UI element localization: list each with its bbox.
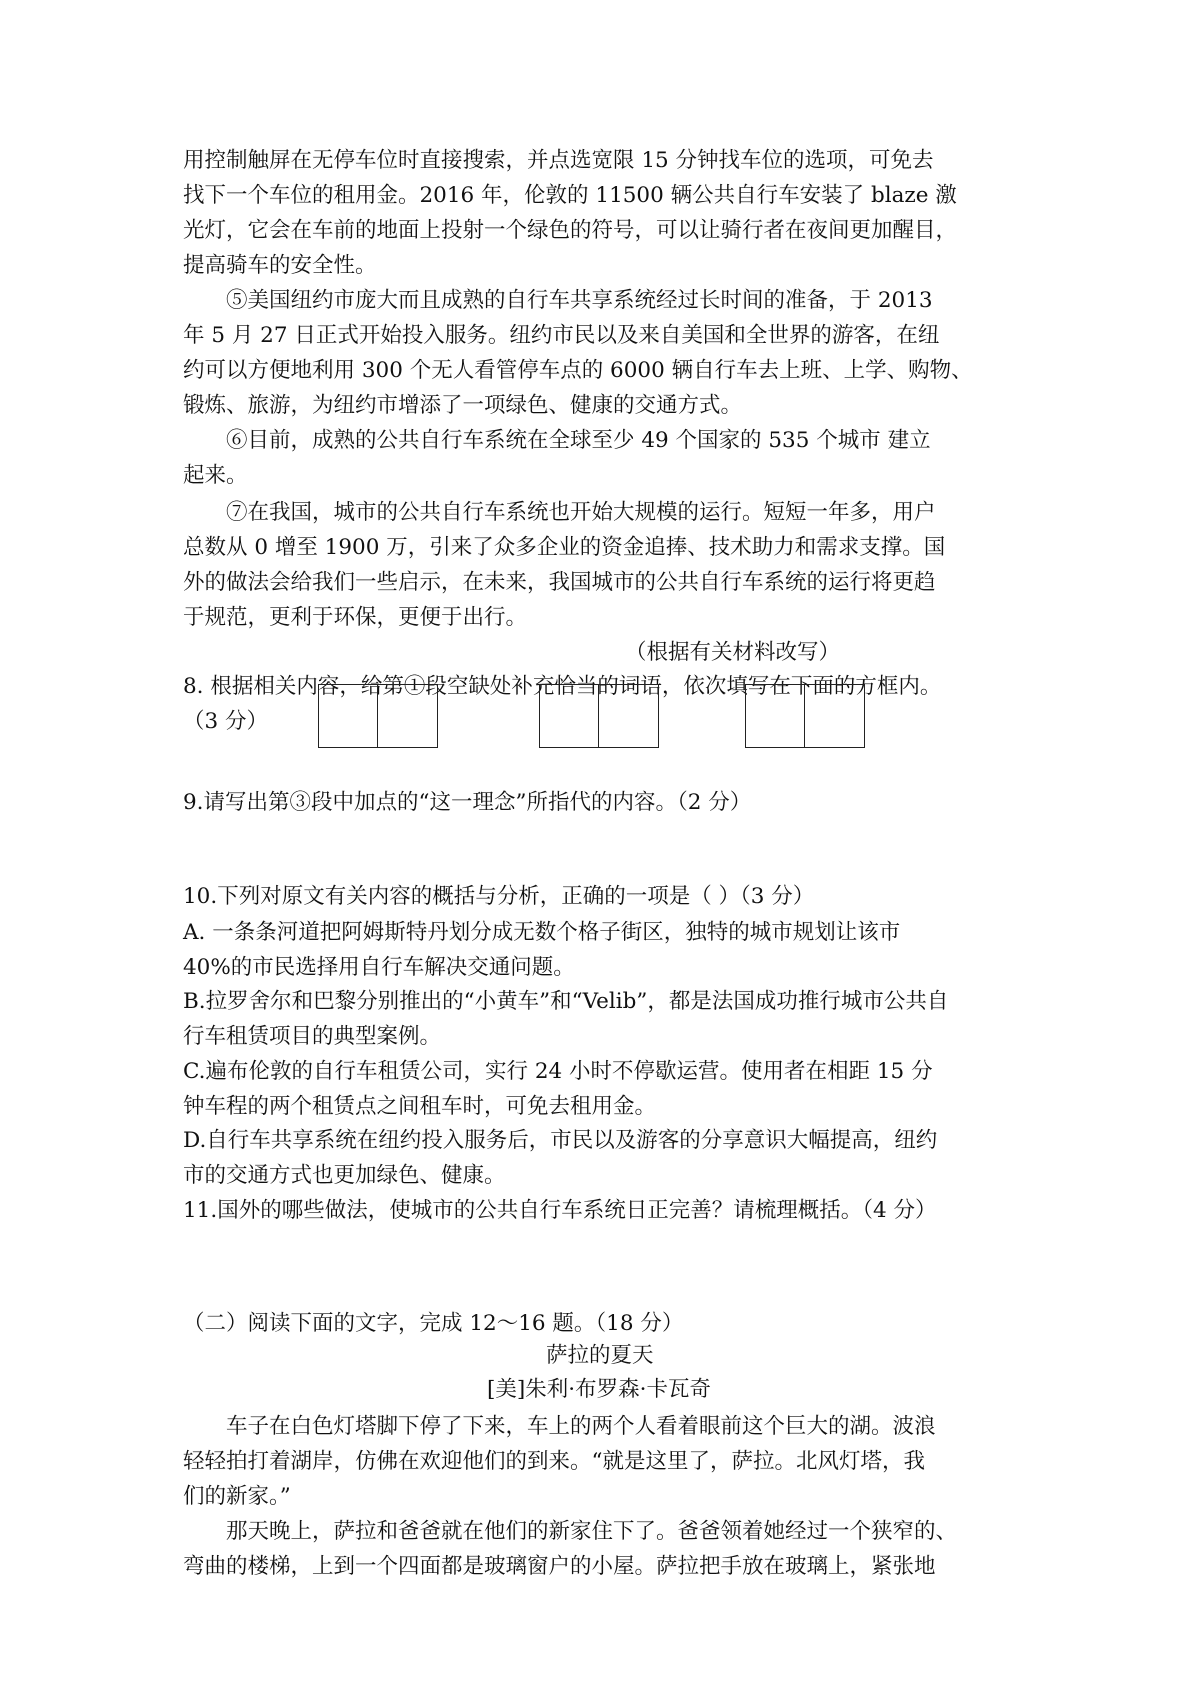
passage-line: 年 5 月 27 日正式开始投入服务。纽约市民以及来自美国和全世界的游客，在纽 [183, 323, 940, 348]
option-b: B.拉罗舍尔和巴黎分别推出的“小黄车”和“Velib”，都是法国成功推行城市公共自 [183, 989, 949, 1014]
question-8: 8. 根据相关内容，给第①段空缺处补充恰当的词语，依次填写在下面的方框内。 [183, 674, 942, 699]
question-11: 11.国外的哪些做法，使城市的公共自行车系统日正完善？请梳理概括。（4 分） [183, 1198, 937, 1223]
answer-box[interactable] [599, 684, 659, 748]
answer-box[interactable] [805, 684, 865, 748]
passage-line: 起来。 [183, 463, 248, 488]
passage-line: ⑤美国纽约市庞大而且成熟的自行车共享系统经过长时间的准备，于 2013 [226, 288, 933, 313]
answer-box-group-2 [539, 684, 659, 750]
question-10-stem: 10.下列对原文有关内容的概括与分析，正确的一项是（ ）（3 分） [183, 884, 815, 909]
option-c-cont: 钟车程的两个租赁点之间租车时，可免去租用金。 [183, 1094, 657, 1119]
story-title: 萨拉的夏天 [546, 1343, 654, 1368]
passage-line: 找下一个车位的租用金。2016 年，伦敦的 11500 辆公共自行车安装了 blaze 激 [183, 183, 957, 208]
answer-box[interactable] [318, 684, 378, 748]
passage-line: ⑦在我国，城市的公共自行车系统也开始大规模的运行。短短一年多，用户 [226, 500, 936, 525]
option-a-cont: 40%的市民选择用自行车解决交通问题。 [183, 955, 575, 980]
option-d: D.自行车共享系统在纽约投入服务后，市民以及游客的分享意识大幅提高，纽约 [183, 1128, 938, 1153]
story-line: 车子在白色灯塔脚下停了下来，车上的两个人看着眼前这个巨大的湖。波浪 [226, 1414, 936, 1439]
answer-box[interactable] [378, 684, 438, 748]
section-2-header: （二）阅读下面的文字，完成 12～16 题。（18 分） [183, 1311, 684, 1336]
option-b-cont: 行车租赁项目的典型案例。 [183, 1024, 442, 1049]
option-d-cont: 市的交通方式也更加绿色、健康。 [183, 1163, 506, 1188]
answer-box[interactable] [745, 684, 805, 748]
question-9: 9.请写出第③段中加点的“这一理念”所指代的内容。（2 分） [183, 790, 752, 815]
option-a: A. 一条条河道把阿姆斯特丹划分成无数个格子街区，独特的城市规划让该市 [183, 920, 901, 945]
passage-line: 提高骑车的安全性。 [183, 253, 377, 278]
story-author: [美]朱利·布罗森·卡瓦奇 [487, 1377, 711, 1402]
passage-line: 于规范，更利于环保，更便于出行。 [183, 605, 528, 630]
story-line: 弯曲的楼梯，上到一个四面都是玻璃窗户的小屋。萨拉把手放在玻璃上，紧张地 [183, 1554, 936, 1579]
passage-line: 约可以方便地利用 300 个无人看管停车点的 6000 辆自行车去上班、上学、购物、 [183, 358, 973, 383]
question-8-points: （3 分） [183, 709, 269, 734]
answer-box-group-3 [745, 684, 865, 750]
answer-box[interactable] [539, 684, 599, 748]
passage-line: 用控制触屏在无停车位时直接搜索，并点选宽限 15 分钟找车位的选项，可免去 [183, 148, 934, 173]
option-c: C.遍布伦敦的自行车租赁公司，实行 24 小时不停歇运营。使用者在相距 15 分 [183, 1059, 933, 1084]
story-line: 轻轻拍打着湖岸，仿佛在欢迎他们的到来。“就是这里了，萨拉。北风灯塔，我 [183, 1449, 925, 1474]
story-line: 们的新家。” [183, 1484, 291, 1509]
source-note: （根据有关材料改写） [625, 640, 841, 665]
passage-line: 光灯，它会在车前的地面上投射一个绿色的符号，可以让骑行者在夜间更加醒目， [183, 218, 958, 243]
story-line: 那天晚上，萨拉和爸爸就在他们的新家住下了。爸爸领着她经过一个狭窄的、 [226, 1519, 958, 1544]
passage-line: 锻炼、旅游，为纽约市增添了一项绿色、健康的交通方式。 [183, 393, 743, 418]
passage-line: ⑥目前，成熟的公共自行车系统在全球至少 49 个国家的 535 个城市 建立 [226, 428, 931, 453]
passage-line: 总数从 0 增至 1900 万，引来了众多企业的资金追捧、技术助力和需求支撑。国 [183, 535, 946, 560]
passage-line: 外的做法会给我们一些启示，在未来，我国城市的公共自行车系统的运行将更趋 [183, 570, 936, 595]
answer-box-group-1 [318, 684, 438, 750]
